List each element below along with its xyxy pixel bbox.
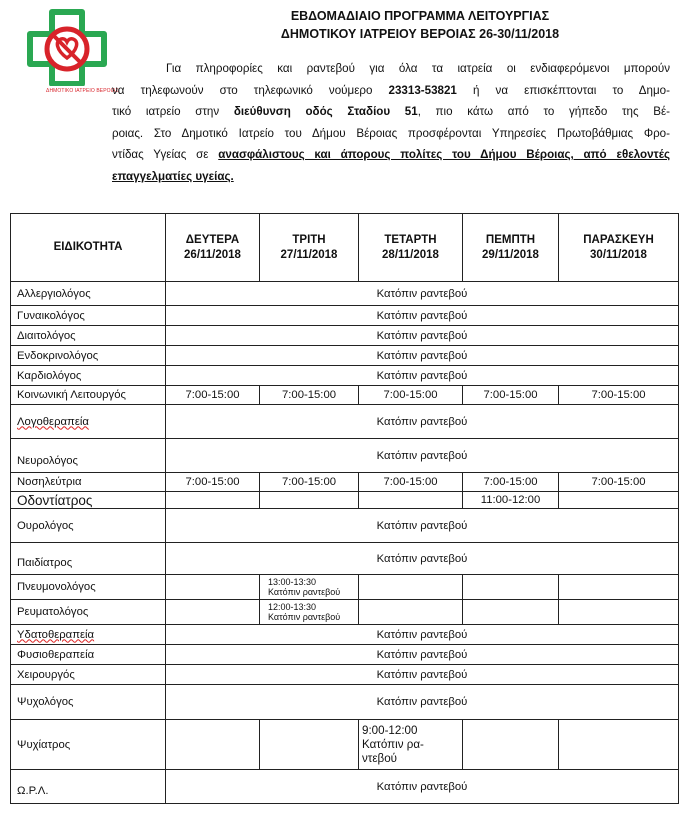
- specialty-cell: Ψυχίατρος: [11, 720, 166, 770]
- specialty-cell: Αλλεργιολόγος: [11, 282, 166, 306]
- specialty-cell: Πνευμονολόγος: [11, 575, 166, 600]
- schedule-cell: Κατόπιν ραντεβού: [166, 282, 679, 306]
- table-row: [11, 665, 679, 685]
- schedule-cell: Κατόπιν ραντεβού: [166, 346, 679, 366]
- table-row: [11, 405, 679, 439]
- table-row: [11, 326, 679, 346]
- specialty-cell: Ψυχολόγος: [11, 685, 166, 720]
- header-day-thursday: ΠΕΜΠΤΗ 29/11/2018: [463, 214, 559, 282]
- empty-cell: [359, 600, 463, 625]
- empty-cell: [359, 492, 463, 509]
- specialty-cell: Ρευματολόγος: [11, 600, 166, 625]
- specialty-cell: Νευρολόγος: [11, 439, 166, 473]
- table-row: [11, 473, 679, 492]
- table-row: [11, 306, 679, 326]
- table-row: [11, 439, 679, 473]
- intro-text: , πιο κάτω από το γήπεδο της Βέ-: [417, 105, 670, 118]
- specialty-cell: Διαιτολόγος: [11, 326, 166, 346]
- schedule-cell: Κατόπιν ραντεβού: [166, 645, 679, 665]
- hours-cell: 13:00-13:30 Κατόπιν ραντεβού: [260, 575, 359, 600]
- specialty-cell: Οδοντίατρος: [11, 492, 166, 509]
- table-row: [11, 346, 679, 366]
- empty-cell: [559, 492, 679, 509]
- table-row: [11, 645, 679, 665]
- hours-cell: 7:00-15:00: [260, 386, 359, 405]
- intro-line: [112, 80, 670, 102]
- page-title-line2: ΔΗΜΟΤΙΚΟΥ ΙΑΤΡΕΙΟΥ ΒΕΡΟΙΑΣ 26-30/11/2018: [280, 27, 560, 41]
- header-day-tuesday: ΤΡΙΤΗ 27/11/2018: [260, 214, 359, 282]
- table-row: [11, 575, 679, 600]
- specialty-cell: Παιδίατρος: [11, 543, 166, 575]
- table-row: [11, 366, 679, 386]
- specialty-cell: Υδατοθεραπεία: [11, 625, 166, 645]
- hours-cell: 7:00-15:00: [166, 473, 260, 492]
- empty-cell: [559, 575, 679, 600]
- clinic-address: διεύθυνση οδός Σταδίου 51: [233, 105, 418, 118]
- intro-line: [112, 144, 670, 166]
- intro-text: να τηλεφωνούν στο τηλεφωνικό νούμερο: [112, 83, 389, 97]
- schedule-cell: Κατόπιν ραντεβού: [166, 439, 679, 473]
- specialty-cell: Ω.Ρ.Λ.: [11, 770, 166, 804]
- header-specialty: ΕΙΔΙΚΟΤΗΤΑ: [11, 214, 166, 282]
- target-group-text: ανασφάλιστους και άπορους πολίτες του Δήμου Βέροιας, από εθελοντές: [218, 148, 670, 161]
- volunteers-text: επαγγελματίες υγείας.: [112, 169, 234, 183]
- schedule-cell: Κατόπιν ραντεβού: [166, 405, 679, 439]
- specialty-cell: Χειρουργός: [11, 665, 166, 685]
- table-row: [11, 543, 679, 575]
- table-row: [11, 509, 679, 543]
- hours-cell: 7:00-15:00: [463, 473, 559, 492]
- empty-cell: [559, 600, 679, 625]
- table-row: [11, 770, 679, 804]
- empty-cell: [559, 720, 679, 770]
- schedule-cell: Κατόπιν ραντεβού: [166, 770, 679, 804]
- intro-text: ντίδας Υγείας σε: [112, 148, 219, 161]
- empty-cell: [463, 600, 559, 625]
- schedule-cell: Κατόπιν ραντεβού: [166, 665, 679, 685]
- specialty-cell: Ουρολόγος: [11, 509, 166, 543]
- specialty-cell: Ενδοκρινολόγος: [11, 346, 166, 366]
- table-row: [11, 282, 679, 306]
- header-day-monday: ΔΕΥΤΕΡΑ 26/11/2018: [166, 214, 260, 282]
- table-row: [11, 600, 679, 625]
- hours-cell: 7:00-15:00: [359, 473, 463, 492]
- schedule-cell: Κατόπιν ραντεβού: [166, 326, 679, 346]
- header-day-friday: ΠΑΡΑΣΚΕΥΗ 30/11/2018: [559, 214, 679, 282]
- schedule-cell: Κατόπιν ραντεβού: [166, 685, 679, 720]
- weekly-schedule-table: [10, 213, 679, 804]
- clinic-logo: [18, 8, 119, 96]
- intro-paragraph: [112, 58, 670, 187]
- header-day-wednesday: ΤΕΤΑΡΤΗ 28/11/2018: [359, 214, 463, 282]
- hours-cell: 7:00-15:00: [463, 386, 559, 405]
- hours-cell: 11:00-12:00: [463, 492, 559, 509]
- specialty-cell: Νοσηλεύτρια: [11, 473, 166, 492]
- intro-line: [112, 166, 670, 188]
- page-title-line1: ΕΒΔΟΜΑΔΙΑΙΟ ΠΡΟΓΡΑΜΜΑ ΛΕΙΤΟΥΡΓΙΑΣ: [290, 9, 550, 23]
- specialty-cell: Καρδιολόγος: [11, 366, 166, 386]
- intro-line: Για πληροφορίες και ραντεβού για όλα τα ιατρεία οι ενδιαφερόμενοι μπορούν: [166, 62, 670, 75]
- schedule-cell: Κατόπιν ραντεβού: [166, 543, 679, 575]
- empty-cell: [359, 575, 463, 600]
- empty-cell: [260, 492, 359, 509]
- empty-cell: [166, 575, 260, 600]
- specialty-cell: Λογοθεραπεία: [11, 405, 166, 439]
- table-row: [11, 386, 679, 405]
- schedule-cell: Κατόπιν ραντεβού: [166, 306, 679, 326]
- empty-cell: [463, 575, 559, 600]
- empty-cell: [260, 720, 359, 770]
- empty-cell: [166, 600, 260, 625]
- table-row: [11, 625, 679, 645]
- table-row: [11, 685, 679, 720]
- hours-cell: 7:00-15:00: [559, 386, 679, 405]
- table-header-row: [11, 214, 679, 282]
- intro-text: ή να επισκέπτονται το Δημο-: [456, 83, 670, 97]
- hours-cell: 7:00-15:00: [359, 386, 463, 405]
- hours-cell: 7:00-15:00: [260, 473, 359, 492]
- hours-cell: 9:00-12:00 Κατόπιν ρα- ντεβού: [359, 720, 463, 770]
- intro-line: ροιας. Στο Δημοτικό Ιατρείο του Δήμου Βέροιας προσφέρονται Υπηρεσίες Πρωτοβάθμιας Φρο-: [112, 126, 670, 140]
- intro-text: τικό ιατρείο στην: [112, 105, 234, 118]
- hours-cell: 7:00-15:00: [559, 473, 679, 492]
- specialty-cell: Γυναικολόγος: [11, 306, 166, 326]
- hours-cell: 7:00-15:00: [166, 386, 260, 405]
- table-row: [11, 720, 679, 770]
- empty-cell: [463, 720, 559, 770]
- phone-number: 23313-53821: [388, 83, 457, 97]
- schedule-cell: Κατόπιν ραντεβού: [166, 366, 679, 386]
- intro-line: [112, 101, 670, 123]
- schedule-cell: Κατόπιν ραντεβού: [166, 625, 679, 645]
- specialty-cell: Φυσιοθεραπεία: [11, 645, 166, 665]
- table-row: [11, 492, 679, 509]
- schedule-cell: Κατόπιν ραντεβού: [166, 509, 679, 543]
- specialty-cell: Κοινωνική Λειτουργός: [11, 386, 166, 405]
- empty-cell: [166, 492, 260, 509]
- logo-caption: ΔΗΜΟΤΙΚΟ ΙΑΤΡΕΙΟ ΒΕΡΟΙΑΣ: [46, 88, 119, 94]
- empty-cell: [166, 720, 260, 770]
- hours-cell: 12:00-13:30 Κατόπιν ραντεβού: [260, 600, 359, 625]
